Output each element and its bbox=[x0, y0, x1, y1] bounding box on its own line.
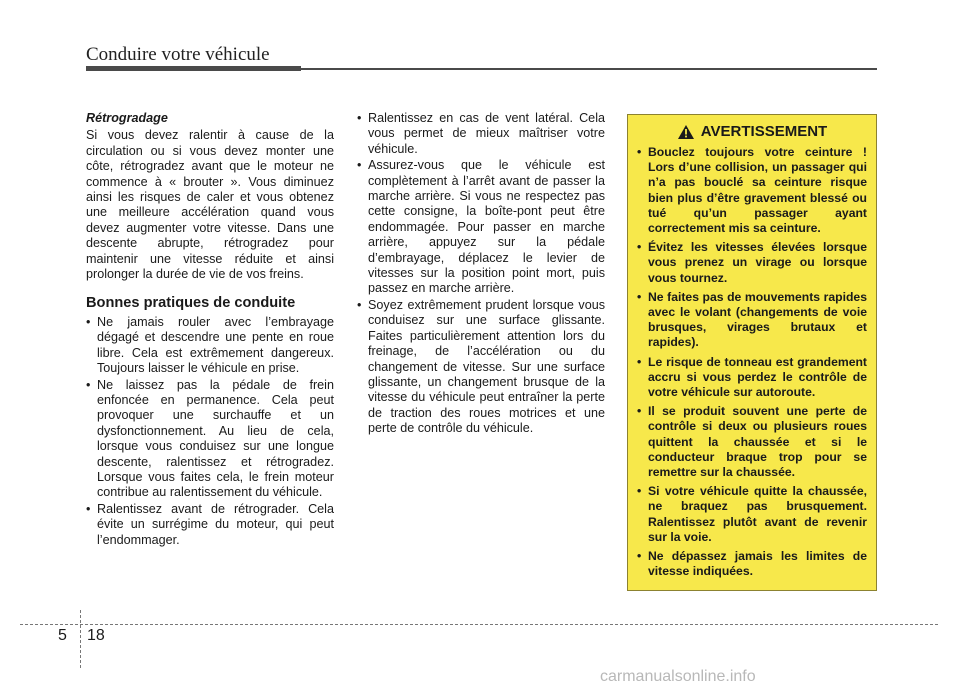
section-number: 5 bbox=[58, 627, 67, 644]
list-item: • Ne dépassez jamais les limites de vitesse indiquées. bbox=[637, 549, 867, 579]
list-item: • Ralentissez en cas de vent latéral. Cela vous permet de mieux maîtriser votre véhicule. bbox=[357, 111, 605, 157]
list-item: • Ne laissez pas la pédale de frein enfoncée en permanence. Cela peut provoquer une surchauffe et un dysfonctionnement. Au lieu de cela, lorsque vous conduisez sur une longue descente, ralentissez et rétrogradez. Lorsque vous faites cela, le frein moteur contribue au ralentissement du véhicule. bbox=[86, 378, 334, 501]
list-item: • Il se produit souvent une perte de contrôle si deux ou plusieurs roues quittent la chaussée et si le conducteur braque trop pour se remettre sur la chaussée. bbox=[637, 404, 867, 480]
warning-title: AVERTISSEMENT bbox=[700, 123, 828, 140]
left-column bbox=[86, 111, 334, 549]
page-header-title: Conduire votre véhicule bbox=[86, 44, 270, 65]
list-item: • Assurez-vous que le véhicule est complètement à l’arrêt avant de passer la marche arrière. Si vous ne respectez pas cette consigne, la boîte-pont peut être endommagée. Pour passer en marche arrière, appuyez sur la pédale d’embrayage, déplacez le levier de vitesses sur la position point mort, puis passez en marche arrière. bbox=[357, 158, 605, 297]
middle-list bbox=[357, 111, 605, 437]
footer-rule bbox=[20, 624, 938, 625]
header-rule-thin bbox=[301, 68, 877, 70]
section-title: Bonnes pratiques de conduite bbox=[86, 295, 296, 312]
list-item: • Soyez extrêmement prudent lorsque vous conduisez sur une surface glissante. Faites particulièrement attention lors du freinage, de l’accélération ou du changement de vitesse. Sur une surface glissante, un changement brusque de la vitesse du véhicule peut entraîner la perte de traction des roues motrices et une perte de contrôle du véhicule. bbox=[357, 298, 605, 437]
list-item: • Ne jamais rouler avec l’embrayage dégagé et descendre une pente en roue libre. Cela est extrêmement dangereux. Toujours laisser le véhicule en prise. bbox=[86, 315, 334, 377]
list-item: • Ralentissez avant de rétrograder. Cela évite un surrégime du moteur, qui peut l’endommager. bbox=[86, 502, 334, 548]
middle-column bbox=[357, 111, 605, 438]
warning-list bbox=[637, 145, 867, 579]
warning-title-row bbox=[637, 123, 867, 140]
list-item: • Évitez les vitesses élevées lorsque vous prenez un virage ou lorsque vous tournez. bbox=[637, 240, 867, 286]
warning-box bbox=[627, 114, 877, 591]
list-item: • Si votre véhicule quitte la chaussée, ne braquez pas brusquement. Ralentissez plutôt avant de revenir sur la voie. bbox=[637, 484, 867, 545]
intro-paragraph: Si vous devez ralentir à cause de la circulation ou si vous devez monter une côte, rétrogradez avant que le moteur ne commence à « brouter ». Vous diminuez ainsi les risques de caler et vous obtenez une meilleure accélération quand vous devez augmenter votre vitesse. Dans une descente abrupte, rétrogradez pour maintenir une vitesse réduite et ainsi prolonger la durée de vie de vos freins. bbox=[86, 128, 334, 282]
list-item: • Le risque de tonneau est grandement accru si vous perdez le contrôle de votre véhicule sur autoroute. bbox=[637, 355, 867, 401]
footer-divider bbox=[80, 610, 81, 668]
subhead-downshifting: Rétrogradage bbox=[86, 111, 168, 125]
watermark-text: carmanualsonline.info bbox=[600, 668, 756, 685]
header-rule-thick bbox=[86, 66, 301, 71]
list-item: • Ne faites pas de mouvements rapides avec le volant (changements de voie brusques, virages brutaux et rapides). bbox=[637, 290, 867, 351]
page-number: 18 bbox=[87, 627, 105, 644]
good-practices-list bbox=[86, 315, 334, 548]
warning-triangle-icon bbox=[677, 124, 695, 140]
list-item: • Bouclez toujours votre ceinture ! Lors d’une collision, un passager qui n’a pas bouclé sa ceinture risque bien plus d’être gravement blessé ou tué qu’un passager ayant correctement mis sa ceinture. bbox=[637, 145, 867, 236]
